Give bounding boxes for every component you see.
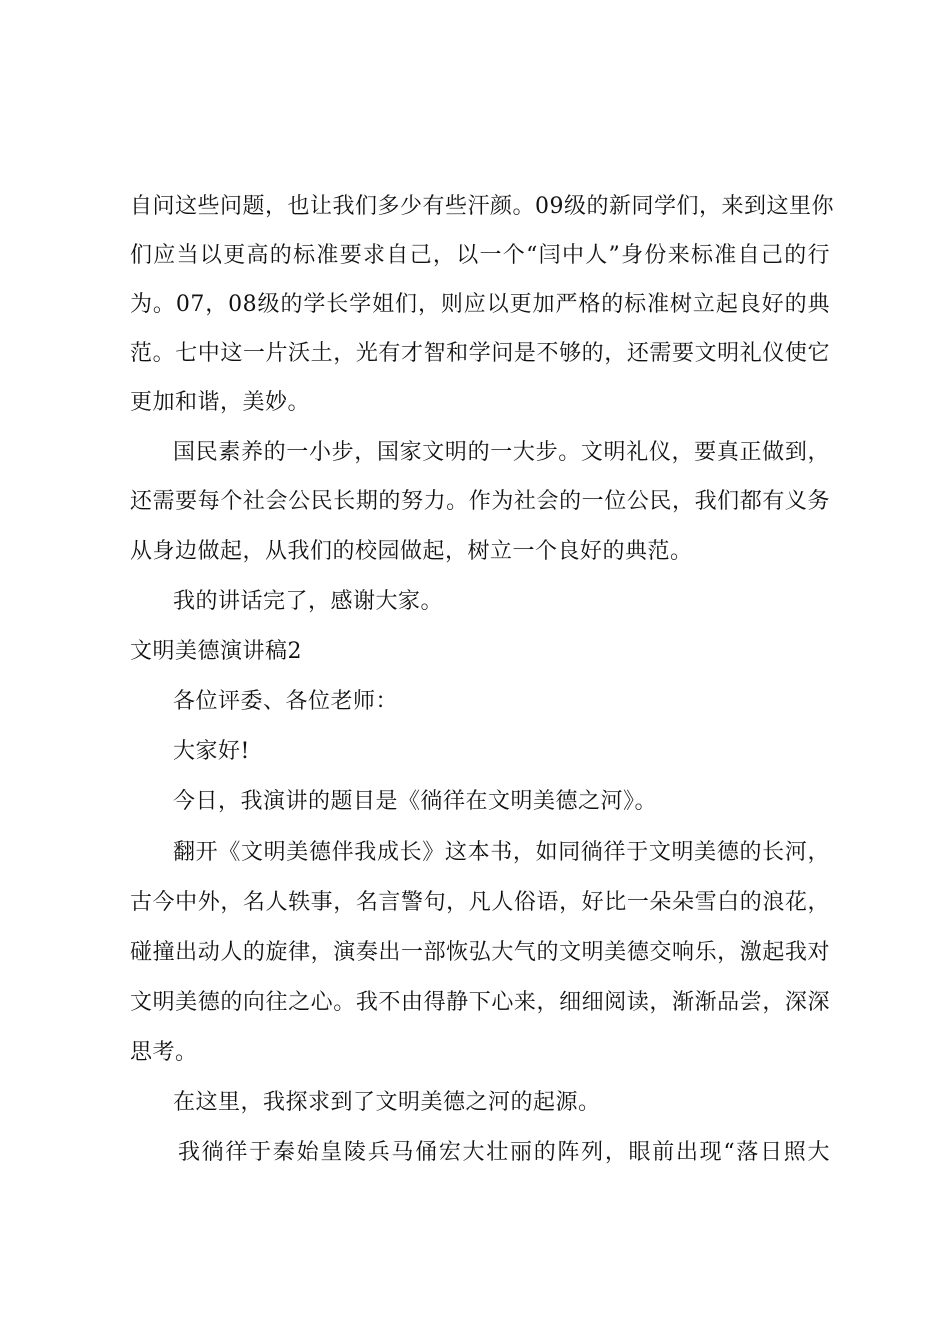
paragraph-line: 我徜徉于秦始皇陵兵马俑宏大壮丽的阵列，眼前出现“落日照大	[178, 1140, 830, 1165]
paragraph-line: 从身边做起，从我们的校园做起，树立一个良好的典范。	[130, 539, 693, 564]
paragraph-line: 文明美德的向往之心。我不由得静下心来，细细阅读，渐渐品尝，深深	[130, 990, 830, 1015]
paragraph-line: 古今中外，名人轶事，名言警句，凡人俗语，好比一朵朵雪白的浪花，	[130, 890, 830, 915]
paragraph-line: 在这里，我探求到了文明美德之河的起源。	[173, 1090, 601, 1115]
paragraph-line: 还需要每个社会公民长期的努力。作为社会的一位公民，我们都有义务	[130, 489, 830, 514]
greeting: 大家好!	[173, 739, 250, 764]
paragraph-line: 今日，我演讲的题目是《徜徉在文明美德之河》。	[173, 789, 658, 814]
section-title: 文明美德演讲稿2	[130, 639, 302, 664]
paragraph-line: 我的讲话完了，感谢大家。	[173, 589, 444, 614]
paragraph-line: 碰撞出动人的旋律，演奏出一部恢弘大气的文明美德交响乐，激起我对	[130, 940, 830, 965]
paragraph-line: 翻开《文明美德伴我成长》这本书，如同徜徉于文明美德的长河，	[173, 840, 830, 865]
paragraph-line: 自问这些问题，也让我们多少有些汗颜。09级的新同学们，来到这里你	[130, 194, 834, 219]
paragraph-line: 思考。	[130, 1040, 198, 1065]
paragraph-line: 更加和谐，美妙。	[130, 390, 311, 415]
salutation: 各位评委、各位老师：	[173, 689, 399, 714]
paragraph-line: 范。七中这一片沃土，光有才智和学问是不够的，还需要文明礼仪使它	[130, 341, 830, 366]
paragraph-line: 国民素养的一小步，国家文明的一大步。文明礼仪，要真正做到，	[173, 440, 830, 465]
paragraph-line: 为。07，08级的学长学姐们，则应以更加严格的标准树立起良好的典	[130, 292, 830, 317]
paragraph-line: 们应当以更高的标准要求自己，以一个“闫中人”身份来标准自己的行	[130, 243, 830, 268]
